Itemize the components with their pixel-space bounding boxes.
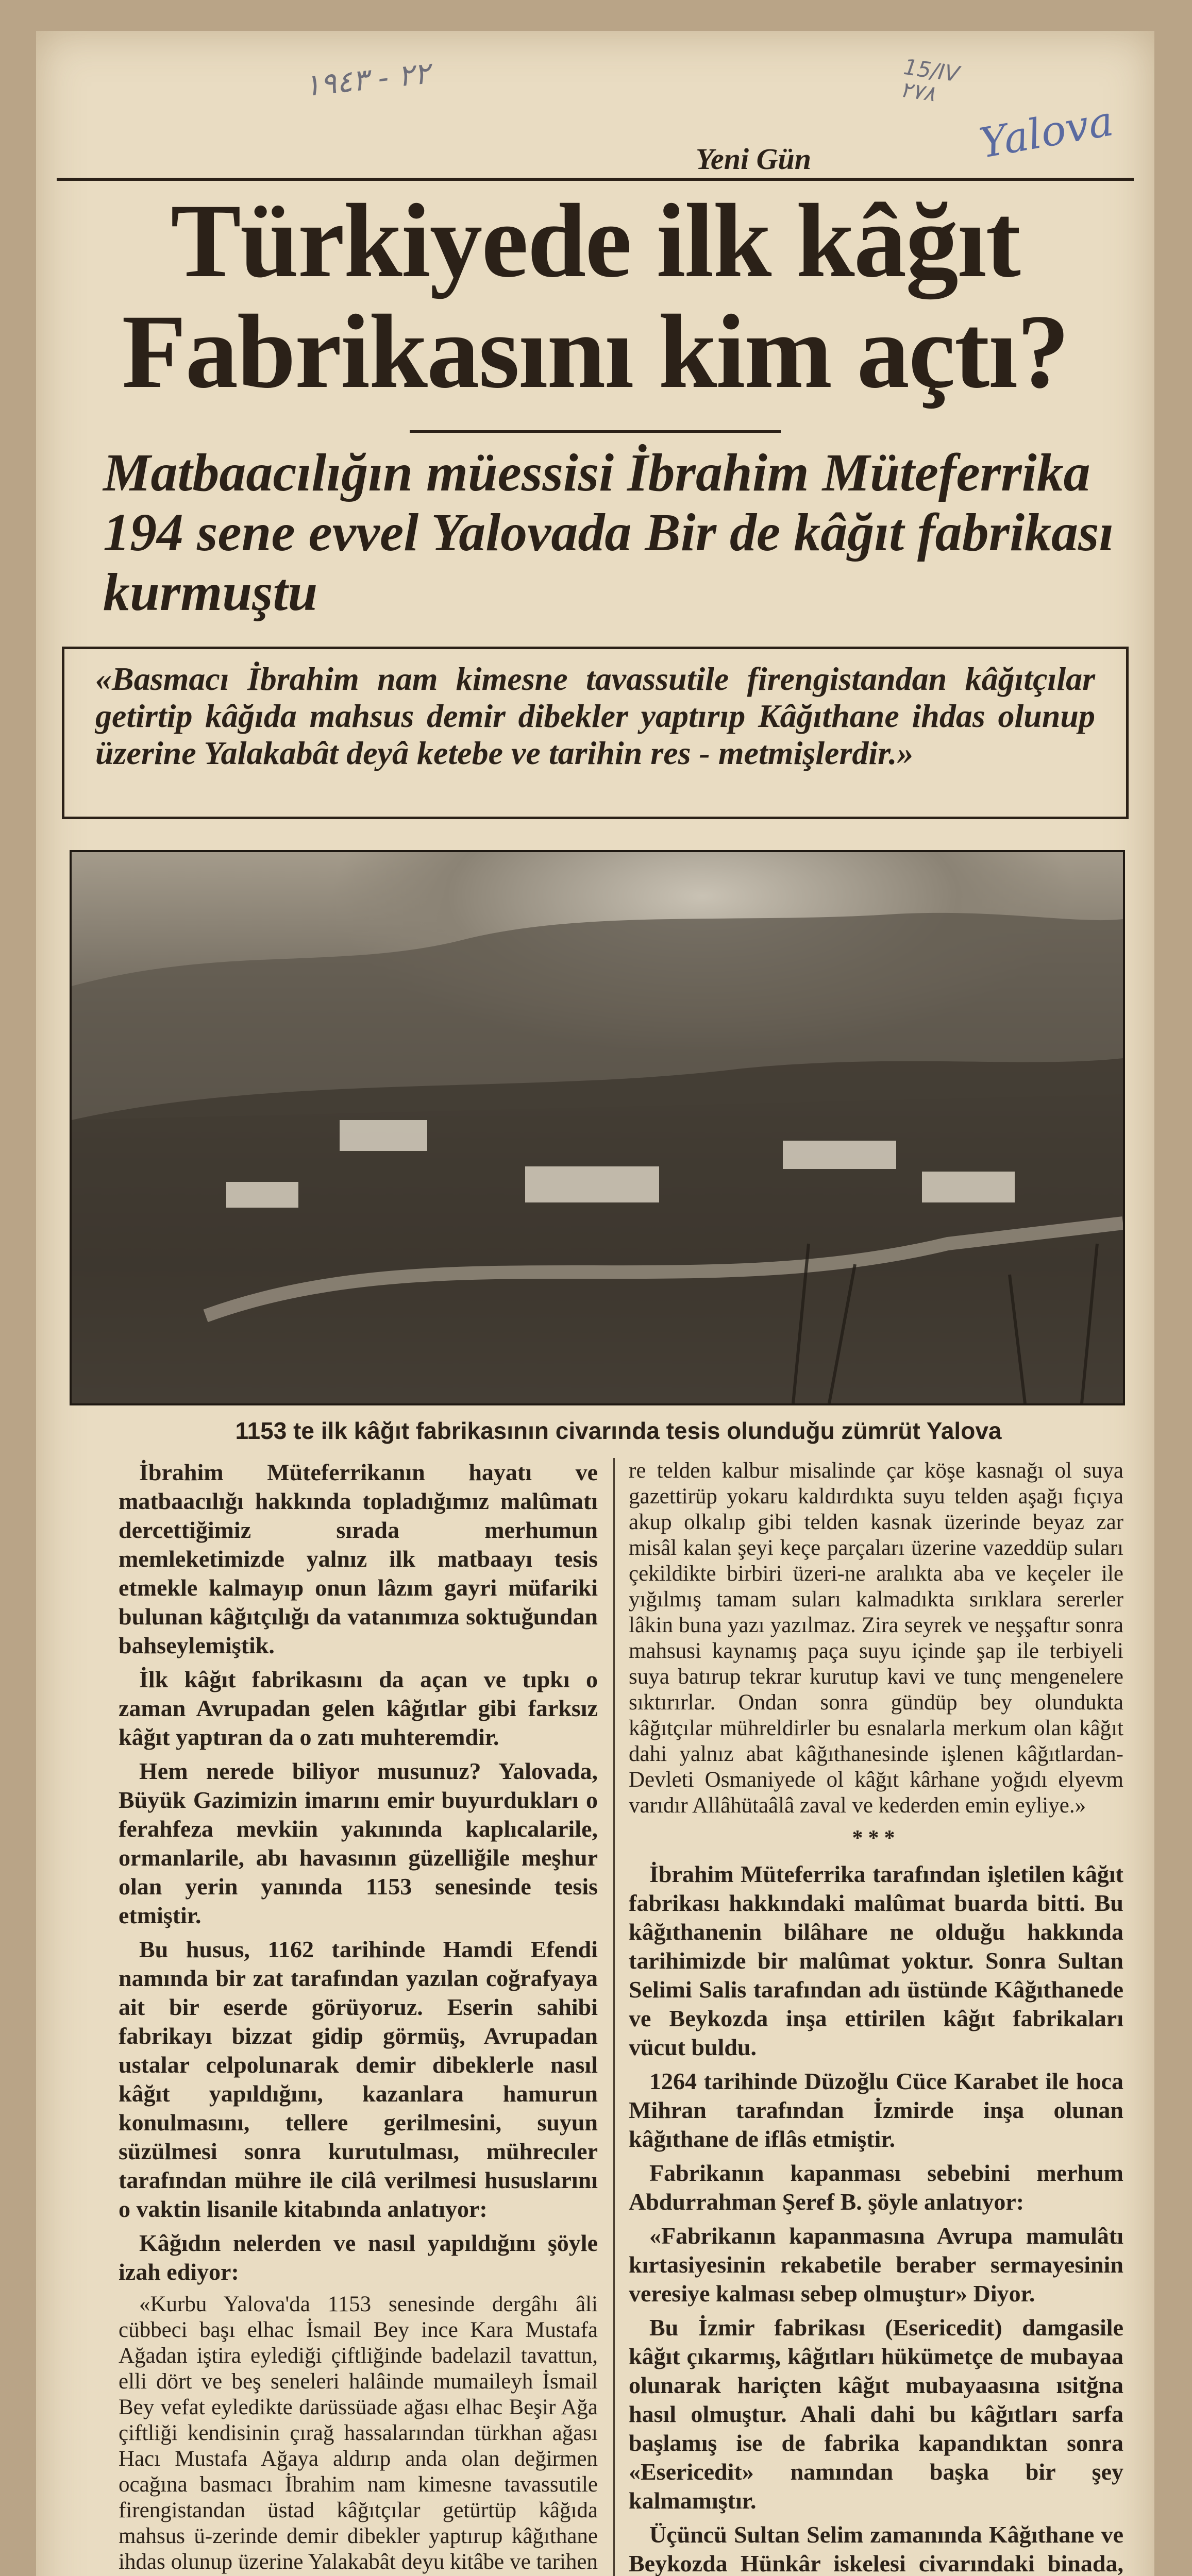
headline: Türkiyede ilk kâğıt Fabrikasını kim açtı?	[122, 182, 1069, 410]
subheadline: Matbaacılığın müessisi İbrahim Müteferrika 194 sene evvel Yalovada Bir de kâğıt fabrikası kurmuştu	[103, 443, 1114, 622]
paragraph: Bu İzmir fabrikası (Esericedit) damgasile kâğıt çıkarmış, kâğıtları hükümetçe de mubayaa olunarak hariçten kâğıt mubayaasına ısitğna hasıl olmuştur. Ahali dahi bu kâğıtları sarfa başlamış ise de fabrika kapandıktan sonra «Esericedit» namından başka bir şey kalmamıştır.	[629, 2314, 1123, 2514]
quoted-paragraph: re telden kalbur misalinde çar köşe kasnağı ol suya gazettirüp yokaru kaldırdıkta suyu telden aşağı fıçıya akup olkalıp gibi telden kasnak üzerinde beyaz zar misâl kalan şeyi keçe parçaları üzerine vazeddüp suları çekildikte birbiri üzeri-ne aralıkta aba ve keçeler ile yığılmış tamam suları kalmadıkta sırıklara sererler lâkin buna yazı yazılmaz. Zira seyrek ve neşşaftır sonra mahsusi kaynamış paça suyu içinde şap ile terbiyeli suya batırup tekrar kurutup kavi ve tunç mengenelere sıktırırlar. Ondan sonra gündüp bey olundukta kâğıtçılar mühreldirler bu esnalarla merkum olan kâğıt dahi yalnız abat kâğıthanesinde işlenen kâğıtlardan-Devleti Osmaniyede ol kâğıt kârhane yoğıdı elyevm varıdır Allâhütaâlâ zaval ve kederden emin eyliye.»	[629, 1459, 1123, 1818]
lead-quote-box: «Basmacı İbrahim nam kimesne tavassutile firengistandan kâğıtçılar getirtip kâğıda mahsus demir dibekler yaptırıp Kâğıthane ihdas olunup üzerine Yalakabât deyâ ketebe ve tarihin res - metmişlerdir.»	[62, 647, 1129, 819]
paragraph: Fabrikanın kapanması sebebini merhum Abdurrahman Şeref B. şöyle anlatıyor:	[629, 2160, 1123, 2215]
newspaper-clipping	[36, 31, 1154, 2576]
paragraph: Kâğıdın nelerden ve nasıl yapıldığını şöyle izah ediyor:	[119, 2230, 598, 2285]
handwritten-reference-note: 15/IV ٢٧٨	[899, 54, 961, 107]
quoted-paragraph: «Kurbu Yalova'da 1153 senesinde dergâhı âli cübbeci başı elhac İsmail Bey ince Kara Mustafa Ağadan iştira eylediği çiftliğinde badelazil tavattun, elli dört ve beş seneleri halâinde mumaileyh İsmail Bey vefat eyledikte darüssüade ağası elhac Beşir Ağa çiftliği kendisinin çırağ hassalarından türkhan ağası Hacı Mustafa Ağaya aldırıp anda olan değirmen ocağına basmacı İbrahim nam kimesne tavassutile firengistandan üstad kâğıtçılar getürtüp kâğıda mahsus ü-zerinde demir dibekler yaptırup kâğıthane ihdas olunup üzerine Yalakabât deyu kitâbe ve tarihen	[119, 2292, 598, 2574]
article-right-column	[629, 1458, 1123, 2576]
paragraph: Hem nerede biliyor musunuz? Yalovada, Büyük Gazimizin imarını emir buyurdukları o ferahfeza mevkiin yakınında kaplıcalarile, ormanlarile, abı havasının güzelliğile meşhur olan yerin yanında 1153 senesinde tesis etmiştir.	[119, 1758, 598, 1928]
photo-caption: 1153 te ilk kâğıt fabrikasının civarında tesis olunduğu zümrüt Yalova	[235, 1417, 1002, 1444]
article-left-column	[119, 1458, 598, 2576]
paragraph: İlk kâğıt fabrikasını da açan ve tıpkı o zaman Avrupadan gelen kâğıtlar gibi farksız kâğıt yaptıran da o zatı muhteremdir.	[119, 1666, 598, 1750]
paragraph: Üçüncü Sultan Selim zamanında Kâğıthane ve Beykozda Hünkâr iskelesi civarındaki binada,	[629, 2521, 1123, 2576]
handwritten-date-note: ٢٢ ‑ ١٩٤٣	[303, 55, 432, 104]
paragraph: İbrahim Müteferrika tarafından işletilen kâğıt fabrikası hakkındaki malûmat buarda bitti. Bu kâğıthanenin bilâhare ne olduğu hakkında tarihimizde bir malûmat yoktur. Sonra Sultan Selimi Salis tarafından adı üstünde Kâğıthanede ve Beykozda inşa ettirilen kâğıt fabrikaları vücut buldu.	[629, 1861, 1123, 2060]
handwritten-place-note: Yalova	[976, 97, 1117, 167]
paragraph: «Fabrikanın kapanmasına Avrupa mamulâtı kırtasiyesinin rekabetile beraber sermayesinin veresiye kalması sebep olmuştur» Diyor.	[629, 2223, 1123, 2307]
section-separator: ***	[852, 1826, 900, 1850]
newspaper-name: Yeni Gün	[696, 142, 812, 176]
paragraph: Bu husus, 1162 tarihinde Hamdi Efendi namında bir zat tarafından yazılan coğrafyaya ait bir eserde görüyoruz. Eserin sahibi fabrikayı bizzat gidip görmüş, Avrupadan ustalar celpolunarak demir dibeklerle nasıl kâğıt yapıldığını, kazanlara hamurun konulmasını, tellere gerilmesini, suyun süzülmesi sonra kurutulması, mührecıler tarafından mühre ile cilâ verilmesi hususlarını o vaktin lisanile kitabında anlatıyor:	[119, 1936, 598, 2222]
column-divider	[613, 1458, 615, 2576]
headline-divider	[410, 430, 781, 433]
paragraph: 1264 tarihinde Düzoğlu Cüce Karabet ile hoca Mihran tarafından İzmirde inşa olunan kâğıthane de iflâs etmiştir.	[629, 2068, 1123, 2152]
photo-illustration	[72, 852, 1123, 1403]
paragraph: İbrahim Müteferrikanın hayatı ve matbaacılığı hakkında topladığımız malûmatı dercettiğimiz sırada merhumun memleketimizde yalnız ilk matbaayı tesis etmekle kalmayıp onun lâzım gayri müfariki bulunan kâğıtçılığı da vatanımıza soktuğundan bahseylemiştik.	[119, 1459, 598, 1658]
top-rule	[57, 178, 1134, 181]
yalova-landscape-photo	[70, 850, 1125, 1405]
